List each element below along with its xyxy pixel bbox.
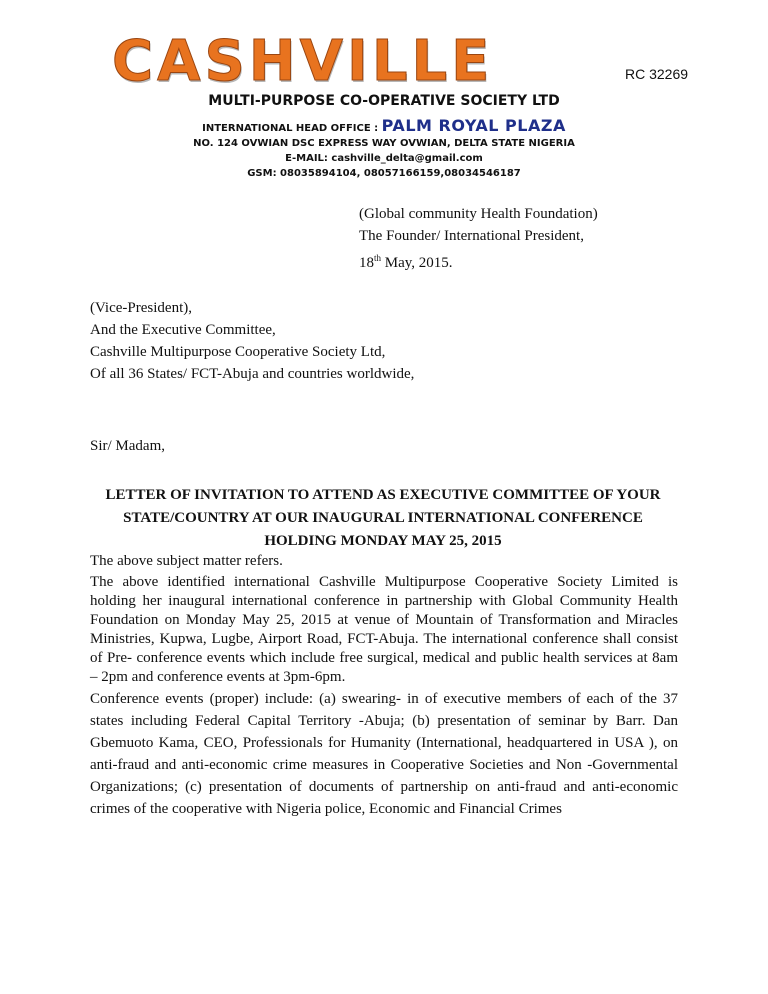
letter-body	[90, 551, 678, 820]
body-paragraph-3: Conference events (proper) include: (a) swearing- in of executive members of each of the 37 states including Federal Capital Territory -Abuja; (b) presentation of seminar by Barr. Dan Gbemuoto Kama, CEO, Professionals for Humanity (International, headquartered in USA ), on anti-fraud and anti-economic crime measures in Cooperative Societies and Non -Governmental Organizations; (c) presentation of documents of partnership on anti-fraud and anti-economic crimes of the cooperative with Nigeria police, Economic and Financial Crimes	[90, 691, 678, 817]
letter-date	[359, 247, 598, 274]
addressee-line-4: Of all 36 States/ FCT-Abuja and countries worldwide,	[90, 366, 415, 382]
office-phone-numbers: GSM: 08035894104, 08057166159,08034546187	[247, 168, 521, 179]
cashville-logo: CASHVILLE	[112, 29, 494, 94]
recipient-organization: (Global community Health Foundation)	[359, 206, 598, 222]
rc-number: RC 32269	[625, 66, 689, 82]
addressee-line-2: And the Executive Committee,	[90, 322, 276, 338]
office-email: E-MAIL: cashville_delta@gmail.com	[285, 153, 483, 164]
letterhead	[0, 0, 768, 190]
body-paragraph-1: The above subject matter refers.	[90, 553, 283, 569]
recipient-block	[359, 203, 598, 274]
office-name: PALM ROYAL PLAZA	[381, 116, 566, 135]
addressee-line-3: Cashville Multipurpose Cooperative Society Ltd,	[90, 344, 386, 360]
date-day: 18	[359, 255, 374, 271]
body-paragraph-2: The above identified international Cashville Multipurpose Cooperative Society Limited is holding her inaugural international conference in partnership with Global Community Health Foundation on Monday May 25, 2015 at venue of Mountain of Transformation and Miracles Ministries, Kupwa, Lugbe, Airport Road, FCT-Abuja. The international conference shall consist of Pre- conference events which include free surgical, medical and public health services at 8am – 2pm and conference events at 3pm-6pm.	[90, 574, 678, 685]
date-suffix: th	[374, 253, 382, 263]
head-office-line	[0, 116, 768, 135]
society-name: MULTI-PURPOSE CO-OPERATIVE SOCIETY LTD	[208, 93, 560, 109]
addressee-line-1: (Vice-President),	[90, 300, 192, 316]
date-rest: May, 2015.	[381, 255, 453, 271]
office-label: INTERNATIONAL HEAD OFFICE :	[202, 123, 379, 134]
addressee-block	[90, 297, 414, 385]
salutation: Sir/ Madam,	[90, 438, 165, 454]
subject-heading: LETTER OF INVITATION TO ATTEND AS EXECUTIVE COMMITTEE OF YOUR STATE/COUNTRY AT OUR INAUGURAL INTERNATIONAL CONFERENCE HOLDING MONDAY MAY 25, 2015	[105, 487, 661, 549]
office-address: NO. 124 OVWIAN DSC EXPRESS WAY OVWIAN, DELTA STATE NIGERIA	[193, 138, 575, 149]
recipient-title: The Founder/ International President,	[359, 228, 584, 244]
